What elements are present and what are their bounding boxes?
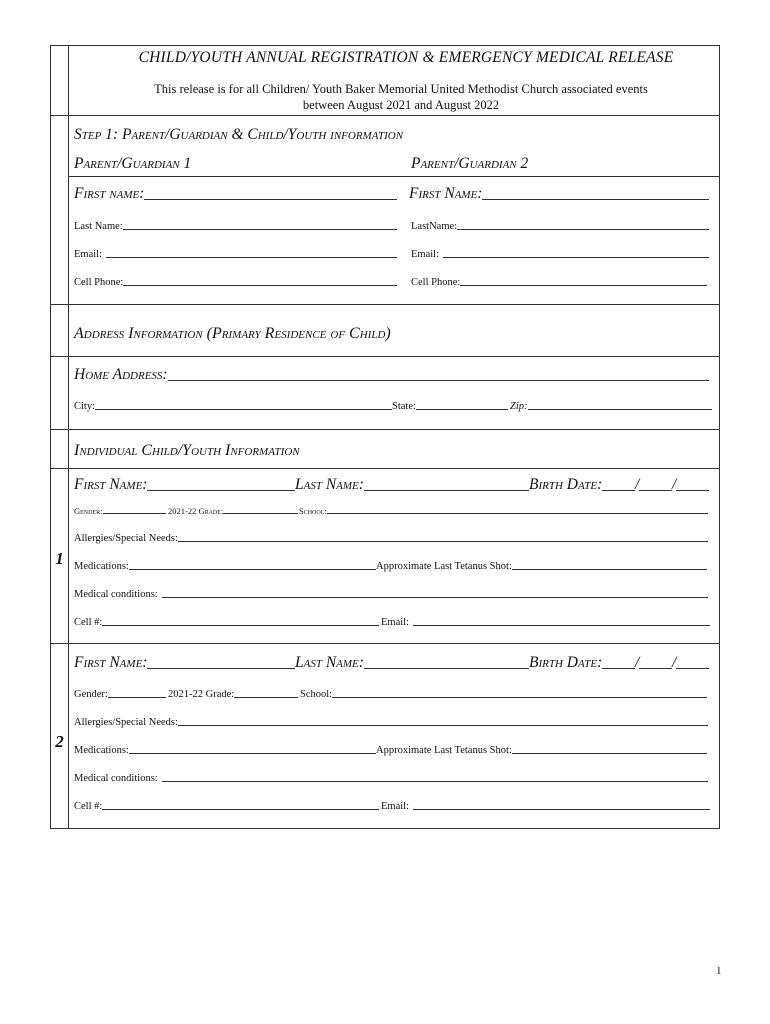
child2-birth-date-field[interactable] (529, 654, 709, 672)
guardian1-cell-phone-field[interactable] (74, 277, 397, 288)
guardian2-first-name-field[interactable] (409, 185, 709, 203)
guardian1-email-field[interactable] (74, 249, 397, 260)
field-label: Email: (381, 617, 409, 628)
guardian1-last-name-field[interactable] (74, 221, 397, 232)
guardian2-email-field[interactable] (411, 249, 709, 260)
field-label: Gender: (74, 689, 108, 700)
child2-email-field[interactable] (381, 801, 710, 812)
child1-medical-conditions-field[interactable] (74, 589, 708, 600)
field-label: LastName: (411, 221, 458, 232)
form-subtitle-line1: This release is for all Children/ Youth Baker Memorial United Methodist Church associated events (154, 82, 648, 96)
guardian2-heading: Parent/Guardian 2 (411, 155, 529, 172)
field-label: Cell Phone: (411, 277, 461, 288)
child1-cell-field[interactable] (74, 617, 379, 628)
page-number: 1 (716, 965, 722, 977)
child1-grade-field[interactable] (168, 506, 298, 516)
field-label: Cell Phone: (74, 277, 124, 288)
child1-medications-field[interactable] (74, 561, 376, 572)
divider (51, 356, 719, 357)
field-label: Email: (74, 249, 102, 260)
child1-gender-field[interactable] (74, 506, 166, 516)
field-label: School: (300, 689, 333, 700)
child2-first-name-field[interactable] (74, 654, 295, 672)
field-label: Last Name: (295, 654, 364, 671)
field-label: 2021-22 Grade: (168, 506, 224, 516)
date-slash: / (634, 654, 640, 671)
field-label: Home Address: (74, 366, 168, 383)
child2-gender-field[interactable] (74, 689, 166, 700)
divider (51, 643, 719, 644)
child-number: 2 (55, 732, 64, 751)
field-label: Approximate Last Tetanus Shot: (376, 561, 512, 572)
form-title: CHILD/YOUTH ANNUAL REGISTRATION & EMERGENCY MEDICAL RELEASE (138, 49, 674, 66)
field-label: Email: (381, 801, 409, 812)
form-subtitle-line2: between August 2021 and August 2022 (302, 98, 500, 112)
child1-school-field[interactable] (299, 506, 708, 516)
field-label: Last Name: (74, 221, 123, 232)
field-label: City: (74, 401, 96, 412)
field-label: Medical conditions: (74, 589, 158, 600)
field-label: State: (392, 401, 416, 412)
field-label: Cell #: (74, 617, 103, 628)
child2-school-field[interactable] (300, 689, 707, 700)
guardian2-cell-phone-field[interactable] (411, 277, 707, 288)
address-heading: Address Information (Primary Residence of Child) (74, 325, 391, 342)
child1-tetanus-field[interactable] (376, 561, 707, 572)
divider (51, 304, 719, 305)
guardian2-last-name-field[interactable] (411, 221, 709, 232)
home-address-field[interactable] (74, 366, 709, 384)
child2-last-name-field[interactable] (295, 654, 529, 672)
field-label: First name: (74, 185, 145, 202)
field-label: First Name: (74, 654, 148, 671)
field-label: Approximate Last Tetanus Shot: (376, 745, 512, 756)
field-label: First Name: (409, 185, 483, 202)
field-label: Cell #: (74, 801, 103, 812)
field-label: Birth Date: (529, 476, 603, 493)
zip-field[interactable] (510, 401, 712, 412)
field-label: Medications: (74, 561, 129, 572)
field-label: Medical conditions: (74, 773, 158, 784)
child-number: 1 (55, 549, 64, 568)
field-label: First Name: (74, 476, 148, 493)
date-slash: / (671, 654, 677, 671)
child1-email-field[interactable] (381, 617, 710, 628)
field-label: Medications: (74, 745, 129, 756)
guardian1-first-name-field[interactable] (74, 185, 397, 203)
divider (51, 429, 719, 430)
child2-medications-field[interactable] (74, 745, 376, 756)
divider (51, 468, 719, 469)
field-label: Last Name: (295, 476, 364, 493)
divider (68, 176, 719, 177)
guardian1-heading: Parent/Guardian 1 (74, 155, 192, 172)
child2-medical-conditions-field[interactable] (74, 773, 708, 784)
child1-last-name-field[interactable] (295, 476, 529, 494)
date-slash: / (634, 476, 640, 493)
state-field[interactable] (392, 401, 508, 412)
field-label: Gender: (74, 506, 103, 516)
field-label: Allergies/Special Needs: (74, 533, 178, 544)
field-label: Birth Date: (529, 654, 603, 671)
child2-tetanus-field[interactable] (376, 745, 707, 756)
field-label: School: (299, 506, 327, 516)
child1-birth-date-field[interactable] (529, 476, 709, 494)
divider (51, 115, 719, 116)
field-label: Email: (411, 249, 439, 260)
child1-allergies-field[interactable] (74, 533, 708, 544)
child-info-heading: Individual Child/Youth Information (74, 442, 300, 459)
child2-cell-field[interactable] (74, 801, 379, 812)
child1-first-name-field[interactable] (74, 476, 295, 494)
child2-grade-field[interactable] (168, 689, 298, 700)
city-field[interactable] (74, 401, 392, 412)
step1-heading: Step 1: Parent/Guardian & Child/Youth information (74, 126, 404, 143)
child2-allergies-field[interactable] (74, 717, 708, 728)
field-label: 2021-22 Grade: (168, 689, 235, 700)
field-label: Zip: (510, 401, 528, 412)
left-gutter-column (68, 46, 69, 828)
date-slash: / (671, 476, 677, 493)
field-label: Allergies/Special Needs: (74, 717, 178, 728)
registration-form (50, 45, 720, 829)
